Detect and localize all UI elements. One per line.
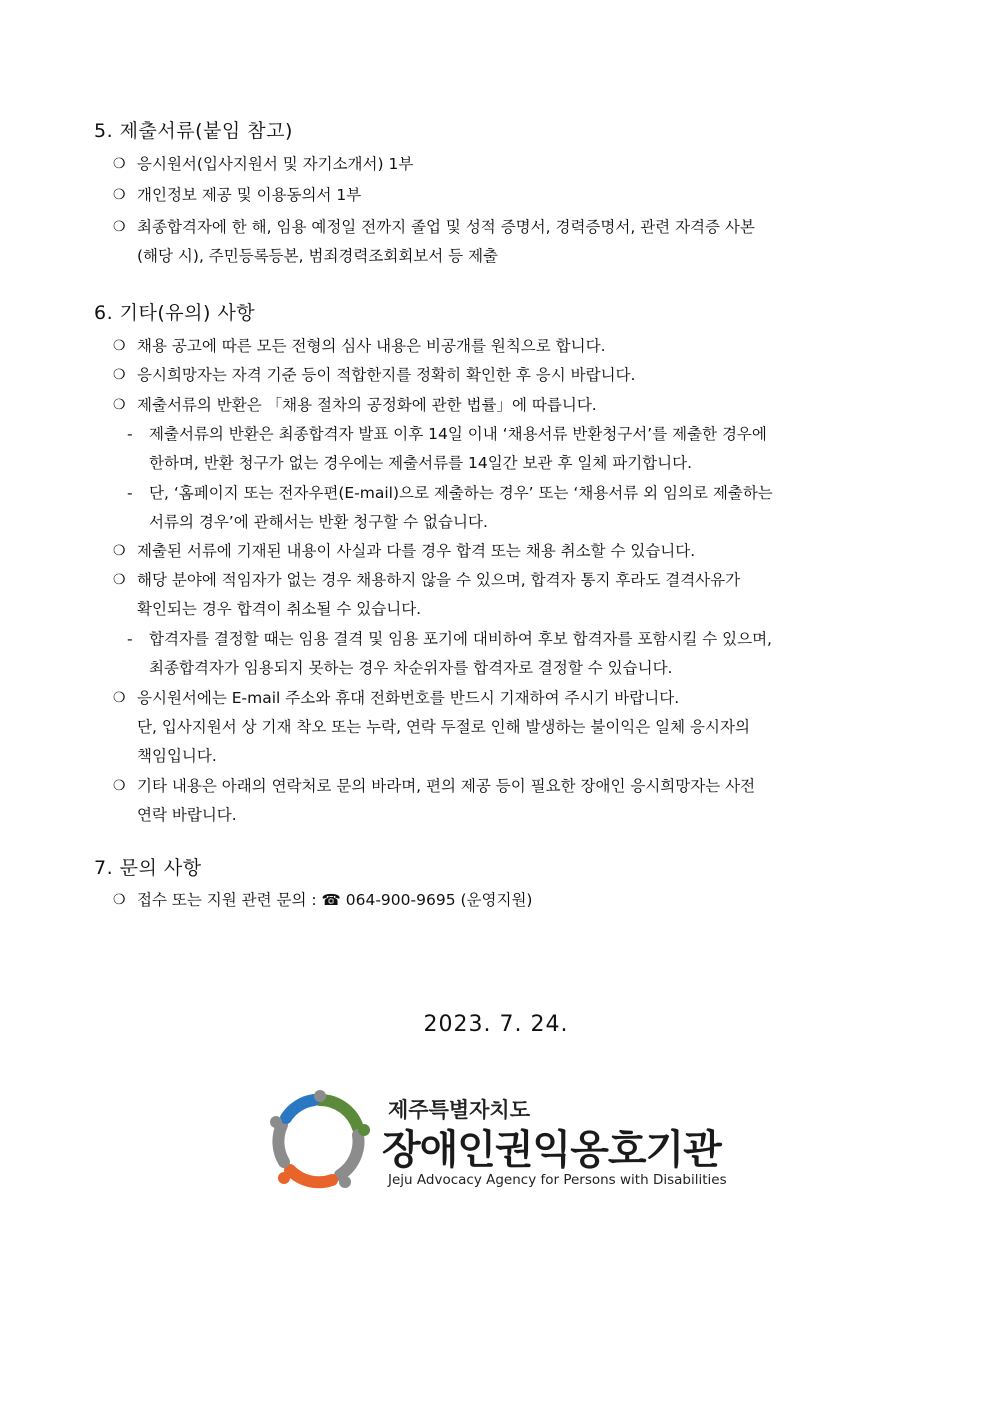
- logo-subtitle: 제주특별자치도: [388, 1098, 531, 1122]
- logo-english-name: Jeju Advocacy Agency for Persons with Disabilities: [388, 1172, 727, 1188]
- bullet-icon: ❍: [113, 778, 126, 794]
- bullet-icon: ❍: [113, 187, 126, 203]
- bullet-icon: ❍: [113, 572, 126, 588]
- section-6-title: 6. 기타(유의) 사항: [94, 302, 256, 324]
- organization-logo-icon: [270, 1090, 370, 1190]
- section-5-title: 5. 제출서류(붙임 참고): [94, 120, 293, 142]
- bullet-icon: ❍: [113, 338, 126, 354]
- bullet-icon: ❍: [113, 367, 126, 383]
- bullet-icon: ❍: [113, 397, 126, 413]
- bullet-icon: ❍: [113, 543, 126, 559]
- bullet-icon: ❍: [113, 156, 126, 172]
- document-date: 2023. 7. 24.: [423, 1012, 569, 1037]
- document-page: 5. 제출서류(붙임 참고) ❍ 응시원서(입사지원서 및 자기소개서) 1부 ❍ 개인정보 제공 및 이용동의서 1부 ❍ 최종합격자에 한 해, 임용 예정일 전까지 졸업 및 성적 증명서, 경력증명서, 관련 자격증 사본 (해당 시), 주민등록등본, 범죄경력조회회보서 등 제출 6. 기타(유의) 사항 ❍ 채용 공고에 따른 모든 전형의 심사 내용은 비공개를 원칙으로 합니다. ❍ 응시희망자는 자격 기준 등이 적합한지를 정확히 확인한 후 응시 바랍니다. ❍ 제출서류의 반환은 「채용 절차의 공정화에 관한 법률」에 따릅니다. - 제출서류의 반환은 최종합격자 발표 이후 14일 이내 ‘채용서류 반환청구서’를 제출한 경우에 한하며, 반환 청구가 없는 경우에는 제출서류를 14일간 보관 후 일체 파기합니다. - 단, ‘홈페이지 또는 전자우편(E-mail)으로 제출하는 경우’ 또는 ‘채용서류 외 임의로 제출하는 서류의 경우’에 관해서는 반환 청구할 수 없습니다. ❍ 제출된 서류에 기재된 내용이 사실과 다를 경우 합격 또는 채용 취소할 수 있습니다. ❍ 해당 분야에 적임자가 없는 경우 채용하지 않을 수 있으며, 합격자 통지 후라도 결격사유가 확인되는 경우 합격이 취소될 수 있습니다. - 합격자를 결정할 때는 임용 결격 및 임용 포기에 대비하여 후보 합격자를 포함시킬 수 있으며, 최종합격자가 임용되지 못하는 경우 차순위자를 합격자로 결정할 수 있습니다. ❍ 응시원서에는 E-mail 주소와 휴대 전화번호를 반드시 기재하여 주시기 바랍니다. 단, 입사지원서 상 기재 착오 또는 누락, 연락 두절로 인해 발생하는 불이익은 일체 응시자의 책임입니다. ❍ 기타 내용은 아래의 연락처로 문의 바라며, 편의 제공 등이 필요한 장애인 응시희망자는 사전 연락 바랍니다. 7. 문의 사항 ❍ 접수 또는 지원 관련 문의 : ☎ 064-900-9695 (운영지원) 2023. 7. 24. 제주특별자치도 장애인권익옹호기관 Jeju Advocacy Agency for Persons with Disabilities: [0, 0, 992, 1403]
- contact-text: 접수 또는 지원 관련 문의 : ☎ 064-900-9695 (운영지원): [137, 891, 533, 909]
- bullet-icon: ❍: [113, 690, 126, 706]
- bullet-icon: ❍: [113, 892, 126, 908]
- bullet-icon: ❍: [113, 219, 126, 235]
- section-7-title: 7. 문의 사항: [94, 857, 202, 879]
- logo-title: 장애인권익옹호기관: [382, 1127, 721, 1173]
